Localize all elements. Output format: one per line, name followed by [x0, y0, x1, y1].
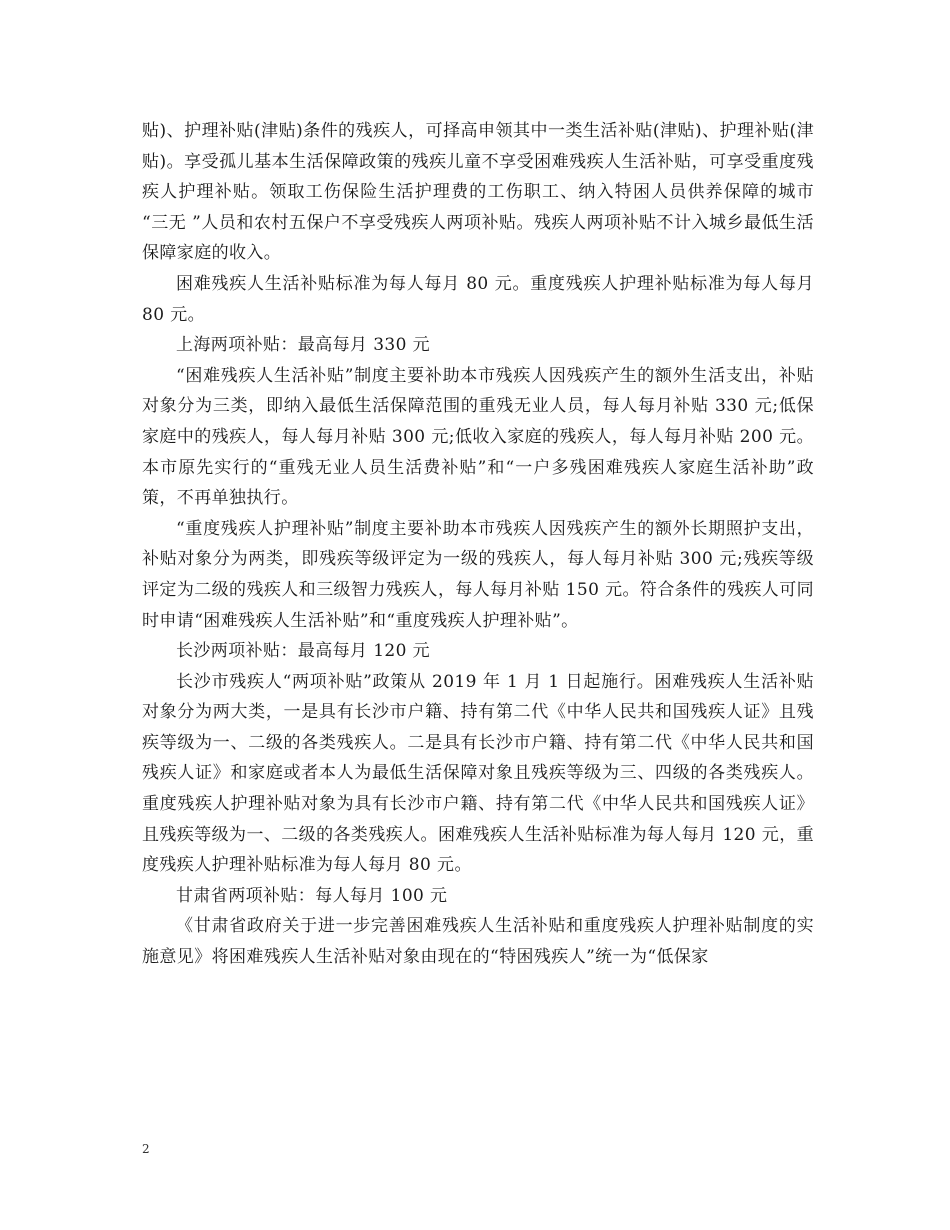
paragraph-1: 贴)、护理补贴(津贴)条件的残疾人，可择高申领其中一类生活补贴(津贴)、护理补贴(津贴)。享受孤儿基本生活保障政策的残疾儿童不享受困难残疾人生活补贴，可享受重度残疾人护理补贴。领取工伤保险生活护理费的工伤职工、纳入特困人员供养保障的城市 “三无 ”人员和农村五保户不享受残疾人两项补贴。残疾人两项补贴不计入城乡最低生活保障家庭的收入。: [142, 121, 814, 264]
heading-changsha: 长沙两项补贴：最高每月 120 元: [176, 641, 431, 662]
paragraph-gansu: 《甘肃省政府关于进一步完善困难残疾人生活补贴和重度残疾人护理补贴制度的实施意见》将困难残疾人生活补贴对象由现在的“特困残疾人”统一为“低保家: [142, 916, 814, 968]
heading-shanghai: 上海两项补贴：最高每月 330 元: [176, 335, 431, 356]
document-body: [142, 116, 814, 973]
paragraph-shanghai-living: “困难残疾人生活补贴”制度主要补助本市残疾人因残疾产生的额外生活支出，补贴对象分为三类，即纳入最低生活保障范围的重残无业人员，每人每月补贴 330 元;低保家庭中的残疾人，每人每月补贴 300 元;低收入家庭的残疾人，每人每月补贴 200 元。本市原先实行的“重残无业人员生活费补贴”和“一户多残困难残疾人家庭生活补助”政策，不再单独执行。: [142, 365, 814, 509]
paragraph-2: 困难残疾人生活补贴标准为每人每月 80 元。重度残疾人护理补贴标准为每人每月 80 元。: [142, 273, 814, 325]
paragraph-changsha: 长沙市残疾人“两项补贴”政策从 2019 年 1 月 1 日起施行。困难残疾人生活补贴对象分为两大类，一是具有长沙市户籍、持有第二代《中华人民共和国残疾人证》且残疾等级为一、二级的各类残疾人。二是具有长沙市户籍、持有第二代《中华人民共和国残疾人证》和家庭或者本人为最低生活保障对象且残疾等级为三、四级的各类残疾人。重度残疾人护理补贴对象为具有长沙市户籍、持有第二代《中华人民共和国残疾人证》且残疾等级为一、二级的各类残疾人。困难残疾人生活补贴标准为每人每月 120 元，重度残疾人护理补贴标准为每人每月 80 元。: [142, 671, 814, 876]
heading-gansu: 甘肃省两项补贴：每人每月 100 元: [176, 885, 448, 906]
page-number: 2: [142, 1142, 150, 1156]
paragraph-shanghai-care: “重度残疾人护理补贴”制度主要补助本市残疾人因残疾产生的额外长期照护支出，补贴对象分为两类，即残疾等级评定为一级的残疾人，每人每月补贴 300 元;残疾等级评定为二级的残疾人和三级智力残疾人，每人每月补贴 150 元。符合条件的残疾人可同时申请“困难残疾人生活补贴”和“重度残疾人护理补贴”。: [142, 518, 814, 631]
